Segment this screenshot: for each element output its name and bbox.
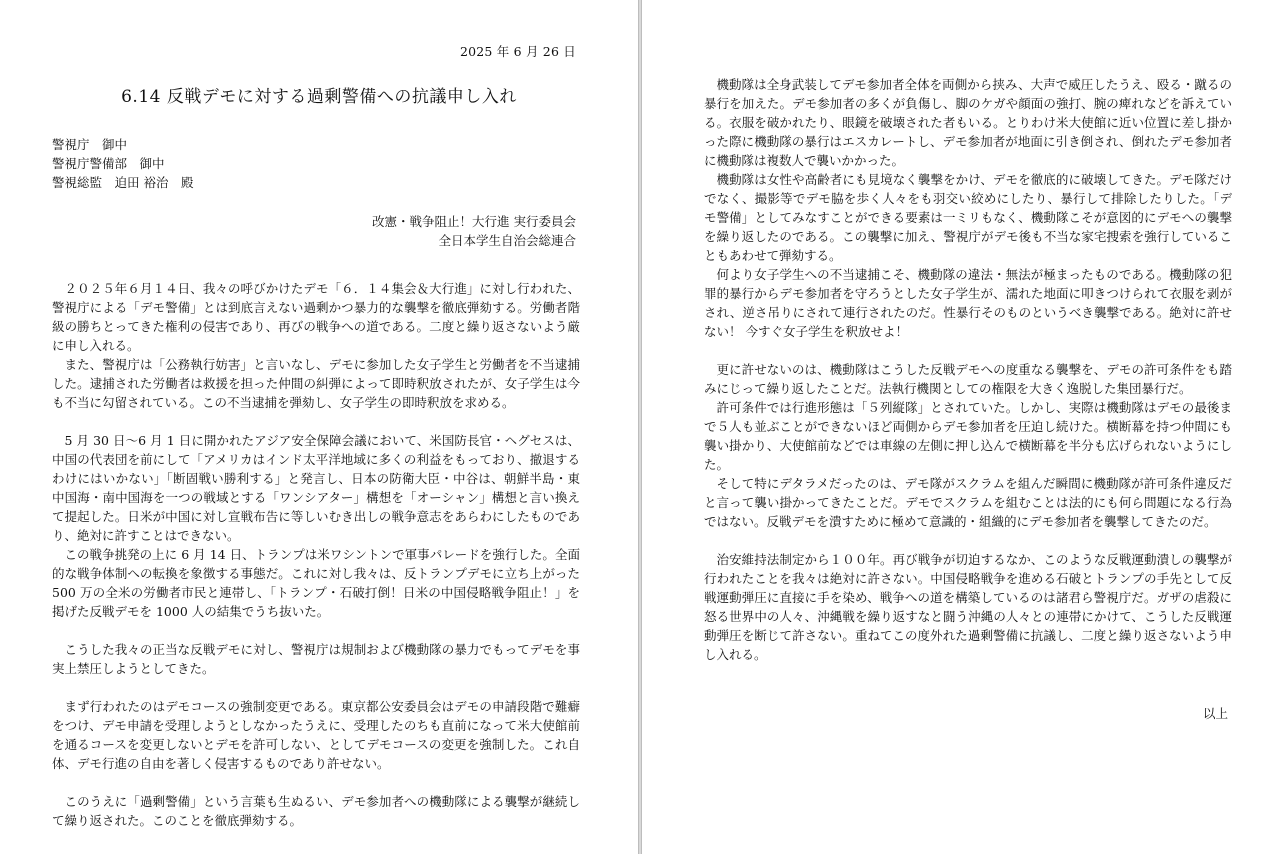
document-page-left <box>0 0 638 854</box>
body-text-right <box>704 75 1232 664</box>
body-paragraph: 許可条件では行進形態は「５列縦隊」とされていた。しかし、実際は機動隊はデモの最後まで５人も並ぶことができないほど両側からデモ参加者を圧迫し続けた。横断幕を持つ仲間にも襲い掛かり、大使館前などでは車線の左側に押し込んで横断幕を半分も広げられないようにした。 <box>704 400 1232 472</box>
body-paragraph: こうした我々の正当な反戦デモに対し、警視庁は規制および機動隊の暴力でもってデモを事実上禁圧しようとしてきた。 <box>52 642 580 676</box>
sender-block <box>372 212 576 250</box>
body-paragraph: この戦争挑発の上に 6 月 14 日、トランプは米ワシントンで軍事パレードを強行した。全面的な戦争体制への転換を象徴する事態だ。これに対し我々は、反トランプデモに立ち上がった 500 万の全米の労働者市民と連帯し、「トランプ・石破打倒！日米の中国侵略戦争阻止！」を掲げた反戦デモを 1000 人の結集でうち抜いた。 <box>52 547 580 619</box>
sender-line: 改憲・戦争阻止！大行進 実行委員会 <box>372 214 576 229</box>
body-paragraph: ２０２５年６月１４日、我々の呼びかけたデモ「６．１４集会＆大行進」に対し行われた、警視庁による「デモ警備」とは到底言えない過剰かつ暴力的な襲撃を徹底弾劾する。労働者階級の勝ちとってきた権利の侵害であり、再びの戦争への道である。二度と繰り返さないよう厳に申し入れる。 <box>52 281 580 353</box>
addressee-block <box>52 135 193 192</box>
addressee-line: 警視庁警備部 御中 <box>52 156 165 171</box>
sender-line: 全日本学生自治会総連合 <box>438 233 576 248</box>
body-text-left <box>52 279 580 830</box>
body-paragraph: 治安維持法制定から１００年。再び戦争が切迫するなか、このような反戦運動潰しの襲撃が行われたことを我々は絶対に許さない。中国侵略戦争を進める石破とトランプの手先として反戦運動弾圧に直接に手を染め、戦争への道を構築しているのは諸君ら警視庁だ。ガザの虐殺に怒る世界中の人々、沖縄戦を繰り返すなと闘う沖縄の人々との連帯にかけて、こうした反戦運動弾圧を断じて許さない。重ねてこの度外れた過剰警備に抗議し、二度と繰り返さないよう申し入れる。 <box>704 552 1232 662</box>
addressee-line: 警視総監 迫田 裕治 殿 <box>52 175 194 190</box>
body-paragraph: まず行われたのはデモコースの強制変更である。東京都公安委員会はデモの申請段階で難癖をつけ、デモ申請を受理しようとしなかったうえに、受理したのちも直前になって米大使館前を通るコースを変更しないとデモを許可しない、としてデモコースの変更を強制した。これ自体、デモ行進の自由を著しく侵害するものであり許せない。 <box>52 699 580 771</box>
body-paragraph: 更に許せないのは、機動隊はこうした反戦デモへの度重なる襲撃を、デモの許可条件をも踏みにじって繰り返したことだ。法執行機関としての権限を大きく逸脱した集団暴行だ。 <box>704 362 1232 396</box>
body-paragraph: そして特にデタラメだったのは、デモ隊がスクラムを組んだ瞬間に機動隊が許可条件違反だと言って襲い掛かってきたことだ。デモでスクラムを組むことは法的にも何ら問題になる行為ではない。反戦デモを潰すために極めて意識的・組織的にデモ参加者を襲撃してきたのだ。 <box>704 476 1232 529</box>
body-paragraph: 5 月 30 日～6 月 1 日に開かれたアジア安全保障会議において、米国防長官・ヘグセスは、中国の代表団を前にして「アメリカはインド太平洋地域に多くの利益をもっており、撤退するわけにはいかない」「断固戦い勝利する」と発言し、日本の防衛大臣・中谷は、朝鮮半島・東中国海・南中国海を一つの戦域とする「ワンシアター」構想を「オーシャン」構想と言い換えて提起した。日米が中国に対し宣戦布告に等しいむき出しの戦争意志をあらわにしたものであり、絶対に許すことはできない。 <box>52 433 580 543</box>
body-paragraph: 機動隊は全身武装してデモ参加者全体を両側から挟み、大声で威圧したうえ、殴る・蹴るの暴行を加えた。デモ参加者の多くが負傷し、脚のケガや顔面の強打、腕の痺れなどを訴えている。衣服を破かれたり、眼鏡を破壊された者もいる。とりわけ米大使館に近い位置に差し掛かった際に機動隊の暴行はエスカレートし、デモ参加者が地面に引き倒され、倒れたデモ参加者に機動隊は複数人で襲いかかった。 <box>704 77 1232 168</box>
document-date: 2025 年 6 月 26 日 <box>459 44 576 59</box>
closing-mark: 以上 <box>1202 706 1228 721</box>
addressee-line: 警視庁 御中 <box>52 137 128 152</box>
document-title: 6.14 反戦デモに対する過剰警備への抗議申し入れ <box>121 87 517 107</box>
body-paragraph: また、警視庁は「公務執行妨害」と言いなし、デモに参加した女子学生と労働者を不当逮捕した。逮捕された労働者は救援を担った仲間の糾弾によって即時釈放されたが、女子学生は今も不当に勾留されている。この不当逮捕を弾劾し、女子学生の即時釈放を求める。 <box>52 357 580 410</box>
body-paragraph: 機動隊は女性や高齢者にも見境なく襲撃をかけ、デモを徹底的に破壊してきた。デモ隊だけでなく、撮影等でデモ脇を歩く人々をも羽交い絞めにしたり、暴行して排除したりした。「デモ警備」としてみなすことができる要素は一ミリもなく、機動隊こそが意図的にデモへの襲撃を繰り返したのである。この襲撃に加え、警視庁がデモ後も不当な家宅捜索を強行していることもあわせて弾劾する。 <box>704 172 1232 263</box>
body-paragraph: 何より女子学生への不当逮捕こそ、機動隊の違法・無法が極まったものである。機動隊の犯罪的暴行からデモ参加者を守ろうとした女子学生が、濡れた地面に叩きつけられて衣服を剥がされ、逆さ吊りにされて連行されたのだ。性暴行そのものというべき襲撃である。絶対に許せない！ 今すぐ女子学生を釈放せよ！ <box>704 267 1232 339</box>
body-paragraph: このうえに「過剰警備」という言葉も生ぬるい、デモ参加者への機動隊による襲撃が継続して繰り返された。このことを徹底弾劾する。 <box>52 794 580 828</box>
